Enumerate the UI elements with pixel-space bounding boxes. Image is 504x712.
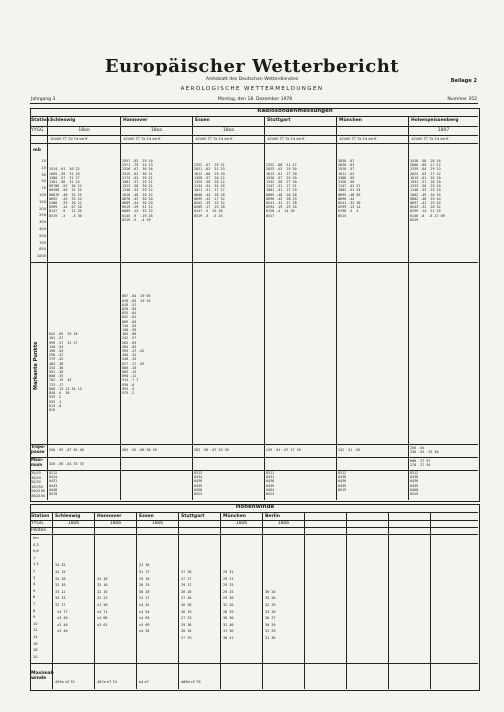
issue-number: Nummer 352 bbox=[447, 97, 477, 102]
thickness-data: 0312 0436 0436 0459 0460 0519 bbox=[410, 471, 419, 497]
marked-points-data bbox=[194, 265, 263, 443]
mb-label: mb bbox=[33, 148, 41, 153]
thickness-data: 0311 0431 0438 0459 0464 0523 bbox=[266, 471, 275, 497]
sounding-data: 3416 -56 28 16 2666 -65 27 52 2339 -64 29 23 2024 -63 27 22 1815 -61 29 18 1591 -57 28 20 1333 -56 29 18 1146 -53 25 24 1002 -49 26 34 0882 -46 25 44 0697 -41 25 44 0543 -32 26 32 0299 -14 21 25 0146 -8 -8 27 09 0519 bbox=[410, 159, 445, 222]
wind-obs-time: 18o6 bbox=[277, 521, 290, 526]
wind-level-label: 12 bbox=[33, 628, 38, 633]
page-title: Europäischer Wetterbericht bbox=[104, 56, 400, 77]
station-name: Hohenpeissenberg bbox=[411, 118, 459, 123]
marked-points-data bbox=[266, 265, 335, 443]
maximum-data: 008 27 97 278 27 94 bbox=[410, 459, 431, 468]
wind-station-name: München bbox=[223, 514, 247, 519]
wind-level-label: 4 bbox=[33, 582, 36, 587]
divider bbox=[30, 126, 478, 127]
obs-time: 1807 bbox=[437, 128, 450, 133]
divider bbox=[30, 143, 478, 144]
obs-time: 18oo bbox=[222, 128, 235, 133]
wind-level-label: 20 bbox=[33, 654, 38, 659]
column-heads: 10000 TT Td Td dd ff bbox=[50, 137, 88, 141]
marked-points-label: Markante Punkte bbox=[33, 341, 39, 390]
wind-level-label: 1,5 bbox=[33, 562, 39, 567]
column-separator bbox=[192, 116, 193, 500]
wind-level-label: 1 bbox=[33, 555, 36, 560]
thickness-label: 50/30 bbox=[31, 480, 41, 485]
wind-level-label: km bbox=[33, 536, 39, 540]
max-wind-label: Maximal-winde bbox=[31, 671, 55, 681]
station-name: Essen bbox=[195, 118, 210, 123]
max-wind-data: a4 e7 bbox=[139, 680, 149, 684]
radiosonde-heading: Radiosondenmessungen bbox=[257, 108, 333, 114]
wind-level-label: 10 bbox=[33, 621, 38, 626]
column-separator bbox=[336, 116, 337, 500]
station-name: München bbox=[339, 118, 363, 123]
max-wind-data: 487a e7 74 bbox=[97, 680, 117, 684]
tropopause-data: 265 -55 -66 36 26 bbox=[122, 448, 157, 452]
supplement-label: Beilage 2 bbox=[450, 78, 477, 84]
pressure-level-label: 100 bbox=[39, 193, 46, 197]
thickness-data: 0312 0434 0436 0459 0456 0523 bbox=[194, 471, 203, 497]
thickness-label: 300/150 bbox=[31, 494, 46, 498]
column-heads: 10000 TT Td Td dd ff bbox=[339, 137, 377, 141]
wind-level-label: 0,3 bbox=[33, 542, 39, 547]
column-separator bbox=[304, 512, 305, 689]
station-label: Station bbox=[31, 118, 50, 123]
column-heads: 10000 TT Td Td dd ff bbox=[123, 137, 161, 141]
column-separator bbox=[388, 512, 389, 689]
wind-station-name: Stuttgart bbox=[181, 514, 205, 519]
thickness-label: 100/50 bbox=[31, 484, 43, 489]
column-separator bbox=[136, 512, 137, 689]
divider bbox=[30, 527, 478, 528]
page-subtitle: Amtsblatt des Deutschen Wetterdienstes bbox=[205, 77, 299, 82]
wind-level-label: 18 bbox=[33, 648, 38, 653]
max-wind-data: 495a c0 70 bbox=[55, 680, 75, 684]
column-separator bbox=[430, 512, 431, 689]
column-heads: 10000 TT Td Td dd ff bbox=[411, 137, 449, 141]
column-separator bbox=[262, 512, 263, 689]
column-separator bbox=[47, 116, 48, 500]
column-separator bbox=[264, 116, 265, 500]
yygg-label: YYGG bbox=[31, 128, 44, 133]
thickness-label: 200/100 bbox=[31, 489, 46, 494]
wind-level-label: 0,6 bbox=[33, 549, 39, 554]
wind-level-label: 6 bbox=[33, 595, 36, 600]
pressure-level-label: 850 bbox=[39, 247, 46, 252]
thickness-data: 0312 0436 0436 0459 0519 bbox=[338, 471, 347, 492]
tropopause-data: 342 -51 -65 bbox=[338, 448, 361, 452]
divider bbox=[30, 135, 478, 136]
pressure-level-label: 400 bbox=[39, 227, 46, 231]
column-separator bbox=[346, 512, 347, 689]
station-name: Stuttgart bbox=[267, 118, 291, 123]
column-heads: 10000 TT Td Td dd ff bbox=[267, 137, 305, 141]
column-separator bbox=[178, 512, 179, 689]
pressure-level-label: 20 bbox=[41, 165, 46, 170]
divider bbox=[30, 103, 478, 104]
maximum-data: 320 -56 -64 53 70 bbox=[49, 462, 84, 466]
column-separator bbox=[120, 116, 121, 500]
tropopause-label: Tropo-pause bbox=[31, 444, 46, 454]
wind-data: 31 36 31 17 29 16 26 15 30 28 31 17 x4 42 x4 54 x4 63 x5 69 x4 35 bbox=[139, 563, 150, 634]
tropopause-data: 283 -56 -67 29 38 bbox=[194, 448, 229, 452]
winds-heading: Höhenwinde bbox=[235, 504, 275, 510]
pressure-level-label: 200 bbox=[39, 206, 46, 211]
tropopause-data: 250 -59 -67 62 48 bbox=[49, 448, 84, 452]
wind-data: 34 25 34 15 33 18 32 18 33 12 35 13 32 17 x3 77 x3 46 x3 46 x3 46 bbox=[55, 563, 68, 634]
divider bbox=[30, 512, 478, 513]
pressure-level-label: 700 bbox=[39, 240, 46, 245]
sounding-data: 2957 -63 29 10 2571 -79 24 13 2326 -67 30 36 2315 -62 30 21 2173 -62 30 21 1581 -57 29 21 1323 -56 30 21 1136 -53 29 22 1016 -48 30 22 0878 -53 30 20 0689 -44 30 20 0519 -29 31 22 0089 -13 33 22 0145 -9 -19 28 0319 -5 -4 29 bbox=[122, 159, 153, 222]
column-separator bbox=[52, 512, 53, 689]
section-title: AEROLOGISCHE WETTERMELDUNGEN bbox=[180, 86, 324, 92]
wind-station-name: Essen bbox=[139, 514, 154, 519]
column-separator bbox=[408, 116, 409, 500]
column-separator bbox=[94, 512, 95, 689]
pressure-level-label: 30 bbox=[41, 172, 46, 177]
wind-station-label: Station bbox=[31, 514, 50, 519]
wind-obs-time: 18o6 bbox=[151, 521, 164, 526]
wind-level-label: 3 bbox=[33, 575, 36, 580]
tropopause-data: 256 -54 336 -54 25 40 bbox=[410, 446, 439, 455]
station-name: Hannover bbox=[123, 118, 148, 123]
wind-obs-time: 18o6 bbox=[109, 521, 122, 526]
wind-station-name: Schleswig bbox=[55, 514, 81, 519]
pressure-level-label: 50 bbox=[41, 179, 46, 184]
wind-yygg-label: YYGG bbox=[31, 521, 44, 526]
pressure-level-label: 150 bbox=[39, 199, 46, 204]
divider bbox=[30, 262, 478, 263]
divider bbox=[30, 534, 478, 535]
wind-level-label: 8 bbox=[33, 608, 36, 613]
pressure-level-label: 300 bbox=[39, 220, 46, 225]
column-separator bbox=[220, 512, 221, 689]
pressure-level-label: 250 bbox=[39, 213, 46, 218]
issue-date: Montag, den 18. Dezember 1978 bbox=[217, 97, 293, 102]
wind-data: 29 31 29 21 29 25 29 25 29 20 32 26 28 29 30 30 32 40 31 36 30 41 bbox=[223, 569, 234, 640]
marked-points-data bbox=[410, 265, 477, 443]
wind-level-label: 5 bbox=[33, 588, 36, 593]
pressure-level-label: 1000 bbox=[36, 254, 46, 259]
divider bbox=[30, 663, 478, 664]
station-name: Schleswig bbox=[50, 118, 76, 123]
obs-time: 18oo bbox=[150, 128, 163, 133]
pressure-level-label: 10 bbox=[41, 159, 46, 163]
wind-data: 36 26 35 26 32 29 33 26 30 27 30 29 31 29 31 36 bbox=[265, 589, 276, 640]
divider bbox=[30, 444, 478, 445]
pressure-level-label: 500 bbox=[39, 233, 46, 238]
divider bbox=[30, 116, 478, 117]
wind-level-label: 7 bbox=[33, 602, 36, 606]
thickness-label: 30/20 bbox=[31, 475, 41, 480]
marked-points-data: 042 -65 29 18 101 -57 999 -57 31 27 140 -54 196 -54 256 -47 379 -42 483 -38 534 -38 591 -36 600 -33 702 -19 42 733 -17 800 -13 13 34 15 840 -6 18 939 -2 939 -1 014 -6 019 bbox=[49, 332, 82, 412]
thickness-label: 20/10 bbox=[31, 471, 41, 475]
volume-label: Jahrgang 3 bbox=[31, 97, 56, 102]
tropopause-data: 249 -54 -67 27 26 bbox=[266, 448, 301, 452]
thickness-data: 0212 0424 0431 0443 0448 0519 bbox=[49, 471, 58, 497]
sounding-data: 2332 -68 31 47 2023 -63 29 30 1813 -61 27 28 1530 -57 29 30 1332 -56 27 30 1147 -51 27 31 1001 -51 27 29 0885 -48 28 28 0690 -43 28 29 0541 -31 27 28 0294 -19 29 26 0128 -4 14 26 0517 bbox=[266, 163, 297, 218]
wind-obs-time: 18o6 bbox=[235, 521, 248, 526]
wind-data: 27 26 27 27 29 17 26 20 27 26 26 26 26 19 27 23 29 36 28 34 27 29 bbox=[181, 569, 192, 640]
column-heads: 10000 TT Td Td dd ff bbox=[195, 137, 233, 141]
sounding-data: 3030 -67 2826 -63 2520 -57 1811 -62 1588 -59 1326 -56 1147 -52 57 1002 -51 54 0895 -48 56 0690 -44 0541 -32 30 0299 -13 14 0196 -3 4 0515 bbox=[338, 159, 361, 218]
wind-level-label: 2 bbox=[33, 569, 36, 573]
pressure-level-label: 70 bbox=[41, 186, 46, 191]
wind-level-label: 9 bbox=[33, 615, 36, 620]
maximum-label: Maxi-mum bbox=[31, 457, 44, 467]
marked-points-data bbox=[338, 265, 407, 443]
max-wind-data: e86e c5 76 bbox=[181, 680, 201, 684]
wind-level-label: 14 bbox=[33, 635, 38, 639]
marked-points-data: 007 -64 29 65 010 -65 29 55 016 -57 028 -64 035 -64 052 -61 069 -64 110 -55 146 -59 165 -60 242 -57 265 -63 285 -63 395 -47 -62 458 -42 540 -33 627 -27 -63 800 -16 805 -15 890 -11 914 -7 7 930 -6 953 -4 975 -2 bbox=[122, 294, 151, 396]
obs-time: 18oo bbox=[78, 128, 90, 133]
wind-station-name: Berlin bbox=[265, 514, 280, 519]
wind-station-name: Hannover bbox=[97, 514, 122, 519]
sounding-data: 2514 -61 30 22 1685 -59 31 25 1580 -57 31 27 1381 -56 31 24 09706 -53 30 22 09498 -50 32 24 08676 -46 34 25 0692 -43 33 24 5488 -33 30 22 0999 -14 07 20 8147 -9 12 35 0319 -3 -4 36 bbox=[49, 167, 82, 218]
wind-data: 34 18 33 16 32 16 32 23 x1 58 x3 71 x4 66 x3 61 bbox=[97, 576, 108, 627]
wind-pilot-label: Piloten bbox=[31, 528, 47, 533]
wind-level-label: 16 bbox=[33, 641, 38, 646]
divider bbox=[30, 457, 478, 458]
wind-obs-time: 18o6 bbox=[67, 521, 80, 526]
sounding-data: 2332 -67 29 31 2021 -62 31 23 1812 -60 29 20 1568 -57 28 22 1329 -56 28 22 1144 -54 34 26 1021 -51 27 27 0688 -44 28 28 0699 -43 27 32 0542 -35 25 32 0289 -17 29 28 0147 -5 25 28 0519 -3 -5 25 bbox=[194, 163, 225, 218]
